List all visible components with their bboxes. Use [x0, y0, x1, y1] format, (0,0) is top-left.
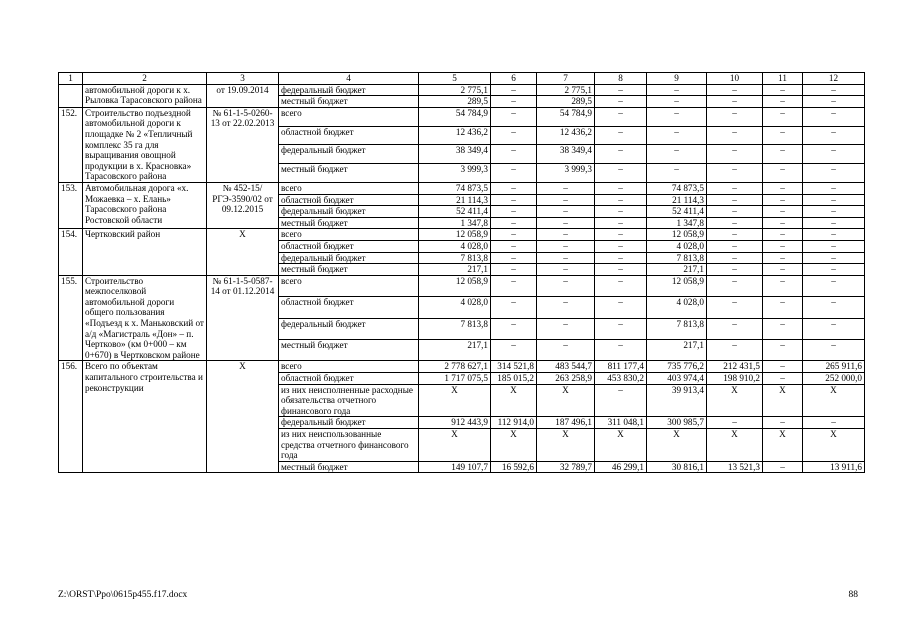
amount-cell: Х: [595, 429, 647, 462]
amount-cell: –: [537, 275, 595, 296]
amount-cell: –: [763, 229, 803, 241]
amount-cell: Х: [707, 384, 763, 417]
amount-cell: Х: [803, 384, 865, 417]
amount-cell: 265 911,6: [803, 361, 865, 373]
amount-cell: –: [491, 126, 537, 145]
amount-cell: 13 911,6: [803, 461, 865, 473]
row-number: 153.: [59, 182, 83, 228]
amount-cell: –: [763, 264, 803, 276]
amount-cell: 7 813,8: [419, 318, 491, 339]
funding-source: местный бюджет: [279, 217, 419, 229]
column-header: 11: [763, 73, 803, 85]
amount-cell: 39 913,4: [647, 384, 707, 417]
amount-cell: 16 592,6: [491, 461, 537, 473]
amount-cell: 187 496,1: [537, 417, 595, 429]
header-row: [59, 73, 865, 85]
amount-cell: –: [707, 194, 763, 206]
amount-cell: 38 349,4: [537, 145, 595, 164]
amount-cell: 453 830,2: [595, 373, 647, 385]
amount-cell: –: [491, 84, 537, 96]
amount-cell: Х: [647, 429, 707, 462]
amount-cell: –: [537, 318, 595, 339]
funding-source: местный бюджет: [279, 264, 419, 276]
amount-cell: –: [595, 145, 647, 164]
column-header: 12: [803, 73, 865, 85]
amount-cell: 52 411,4: [647, 206, 707, 218]
amount-cell: 289,5: [537, 96, 595, 108]
amount-cell: –: [763, 206, 803, 218]
amount-cell: –: [803, 107, 865, 126]
column-header: 2: [83, 73, 207, 85]
amount-cell: –: [707, 84, 763, 96]
amount-cell: –: [763, 194, 803, 206]
amount-cell: 185 015,2: [491, 373, 537, 385]
table-row: [59, 107, 865, 126]
amount-cell: –: [491, 107, 537, 126]
amount-cell: 21 114,3: [419, 194, 491, 206]
amount-cell: –: [707, 164, 763, 183]
amount-cell: –: [763, 318, 803, 339]
amount-cell: –: [595, 229, 647, 241]
object-name: Автомобильная дорога «х. Можаевка – х. Елань» Тарасовского района Ростовской области: [83, 182, 207, 228]
amount-cell: –: [647, 84, 707, 96]
funding-source: федеральный бюджет: [279, 417, 419, 429]
amount-cell: –: [491, 252, 537, 264]
amount-cell: 149 107,7: [419, 461, 491, 473]
amount-cell: –: [763, 240, 803, 252]
amount-cell: –: [491, 217, 537, 229]
column-header: 6: [491, 73, 537, 85]
amount-cell: –: [707, 297, 763, 318]
amount-cell: –: [707, 217, 763, 229]
amount-cell: 54 784,9: [537, 107, 595, 126]
amount-cell: –: [707, 318, 763, 339]
amount-cell: –: [647, 164, 707, 183]
amount-cell: –: [491, 340, 537, 361]
funding-source: областной бюджет: [279, 240, 419, 252]
amount-cell: –: [595, 182, 647, 194]
amount-cell: –: [491, 206, 537, 218]
amount-cell: 7 813,8: [647, 318, 707, 339]
amount-cell: –: [491, 164, 537, 183]
document-ref: № 61-1-5-0587-14 от 01.12.2014: [207, 275, 279, 361]
column-header: 10: [707, 73, 763, 85]
amount-cell: –: [803, 417, 865, 429]
amount-cell: –: [595, 84, 647, 96]
amount-cell: –: [595, 297, 647, 318]
funding-source: местный бюджет: [279, 96, 419, 108]
amount-cell: –: [595, 107, 647, 126]
amount-cell: –: [803, 217, 865, 229]
amount-cell: 3 999,3: [537, 164, 595, 183]
funding-source: всего: [279, 275, 419, 296]
amount-cell: –: [763, 252, 803, 264]
amount-cell: 13 521,3: [707, 461, 763, 473]
amount-cell: –: [707, 275, 763, 296]
amount-cell: –: [491, 229, 537, 241]
column-header: 1: [59, 73, 83, 85]
amount-cell: 54 784,9: [419, 107, 491, 126]
column-header: 8: [595, 73, 647, 85]
amount-cell: 4 028,0: [419, 240, 491, 252]
amount-cell: –: [763, 84, 803, 96]
amount-cell: 12 058,9: [419, 229, 491, 241]
amount-cell: Х: [491, 429, 537, 462]
amount-cell: 4 028,0: [419, 297, 491, 318]
amount-cell: –: [803, 229, 865, 241]
amount-cell: Х: [419, 384, 491, 417]
amount-cell: –: [803, 340, 865, 361]
amount-cell: –: [595, 164, 647, 183]
amount-cell: 289,5: [419, 96, 491, 108]
amount-cell: –: [803, 275, 865, 296]
amount-cell: 4 028,0: [647, 240, 707, 252]
amount-cell: 52 411,4: [419, 206, 491, 218]
amount-cell: –: [763, 297, 803, 318]
amount-cell: –: [763, 417, 803, 429]
table-row: [59, 361, 865, 373]
amount-cell: 7 813,8: [419, 252, 491, 264]
amount-cell: –: [803, 145, 865, 164]
amount-cell: –: [707, 340, 763, 361]
amount-cell: –: [707, 229, 763, 241]
amount-cell: 46 299,1: [595, 461, 647, 473]
amount-cell: –: [803, 96, 865, 108]
funding-source: областной бюджет: [279, 373, 419, 385]
amount-cell: 2 778 627,1: [419, 361, 491, 373]
funding-source: всего: [279, 361, 419, 373]
amount-cell: 32 789,7: [537, 461, 595, 473]
amount-cell: –: [537, 229, 595, 241]
funding-source: федеральный бюджет: [279, 318, 419, 339]
column-header: 7: [537, 73, 595, 85]
amount-cell: –: [537, 217, 595, 229]
amount-cell: –: [595, 206, 647, 218]
amount-cell: –: [803, 264, 865, 276]
amount-cell: –: [595, 217, 647, 229]
amount-cell: 300 985,7: [647, 417, 707, 429]
amount-cell: –: [763, 107, 803, 126]
amount-cell: 30 816,1: [647, 461, 707, 473]
funding-source: местный бюджет: [279, 164, 419, 183]
object-name: автомобильной дороги к х. Рыловка Тарасовского района: [83, 84, 207, 107]
amount-cell: –: [491, 318, 537, 339]
amount-cell: –: [707, 145, 763, 164]
amount-cell: 1 347,8: [419, 217, 491, 229]
amount-cell: –: [491, 264, 537, 276]
amount-cell: –: [491, 194, 537, 206]
amount-cell: 314 521,8: [491, 361, 537, 373]
amount-cell: –: [595, 384, 647, 417]
amount-cell: –: [803, 318, 865, 339]
amount-cell: –: [803, 126, 865, 145]
page-number: 88: [848, 590, 858, 600]
amount-cell: –: [763, 145, 803, 164]
amount-cell: –: [763, 126, 803, 145]
amount-cell: –: [595, 340, 647, 361]
amount-cell: –: [763, 182, 803, 194]
amount-cell: 1 717 075,5: [419, 373, 491, 385]
amount-cell: –: [803, 252, 865, 264]
object-name: Всего по объектам капитального строительства и реконструкции: [83, 361, 207, 473]
amount-cell: Х: [803, 429, 865, 462]
amount-cell: 217,1: [419, 340, 491, 361]
amount-cell: 74 873,5: [419, 182, 491, 194]
file-path: Z:\ORST\Ppo\0615p455.f17.docx: [58, 590, 188, 600]
amount-cell: Х: [763, 384, 803, 417]
amount-cell: –: [595, 318, 647, 339]
funding-source: всего: [279, 182, 419, 194]
row-number: 152.: [59, 107, 83, 182]
amount-cell: –: [491, 275, 537, 296]
amount-cell: 212 431,5: [707, 361, 763, 373]
amount-cell: 12 436,2: [537, 126, 595, 145]
funding-source: местный бюджет: [279, 340, 419, 361]
amount-cell: –: [803, 297, 865, 318]
amount-cell: 252 000,0: [803, 373, 865, 385]
amount-cell: –: [803, 194, 865, 206]
amount-cell: –: [491, 240, 537, 252]
amount-cell: –: [537, 340, 595, 361]
budget-table: [58, 72, 865, 473]
amount-cell: 311 048,1: [595, 417, 647, 429]
document-ref: Х: [207, 229, 279, 275]
amount-cell: 38 349,4: [419, 145, 491, 164]
amount-cell: 21 114,3: [647, 194, 707, 206]
amount-cell: 12 058,9: [647, 229, 707, 241]
amount-cell: 12 058,9: [419, 275, 491, 296]
funding-source: из них неиспользованные средства отчетного финансового года: [279, 429, 419, 462]
amount-cell: –: [595, 194, 647, 206]
amount-cell: –: [647, 145, 707, 164]
amount-cell: –: [763, 340, 803, 361]
object-name: Чертковский район: [83, 229, 207, 275]
amount-cell: –: [707, 96, 763, 108]
amount-cell: 7 813,8: [647, 252, 707, 264]
amount-cell: 403 974,4: [647, 373, 707, 385]
amount-cell: 263 258,9: [537, 373, 595, 385]
row-number: 154.: [59, 229, 83, 275]
column-header: 9: [647, 73, 707, 85]
amount-cell: –: [595, 96, 647, 108]
amount-cell: –: [803, 164, 865, 183]
amount-cell: –: [763, 461, 803, 473]
amount-cell: –: [595, 275, 647, 296]
table-row: [59, 182, 865, 194]
amount-cell: Х: [763, 429, 803, 462]
amount-cell: –: [647, 96, 707, 108]
amount-cell: –: [763, 164, 803, 183]
amount-cell: 2 775,1: [537, 84, 595, 96]
amount-cell: Х: [537, 429, 595, 462]
object-name: Строительство межпоселковой автомобильной дороги общего пользования «Подъезд к х. Маньковский от а/д «Магистраль «Дон» – п. Чертково» (км 0+000 – км 0+670) в Чертковском районе: [83, 275, 207, 361]
amount-cell: Х: [537, 384, 595, 417]
row-number: [59, 84, 83, 107]
amount-cell: 483 544,7: [537, 361, 595, 373]
amount-cell: –: [595, 126, 647, 145]
amount-cell: –: [707, 206, 763, 218]
amount-cell: 217,1: [647, 264, 707, 276]
amount-cell: 1 347,8: [647, 217, 707, 229]
amount-cell: –: [707, 417, 763, 429]
amount-cell: –: [803, 84, 865, 96]
amount-cell: –: [707, 240, 763, 252]
amount-cell: –: [491, 145, 537, 164]
amount-cell: –: [803, 182, 865, 194]
amount-cell: –: [763, 217, 803, 229]
amount-cell: 74 873,5: [647, 182, 707, 194]
amount-cell: 3 999,3: [419, 164, 491, 183]
document-ref: № 452-15/РГЭ-3590/02 от 09.12.2015: [207, 182, 279, 228]
amount-cell: Х: [419, 429, 491, 462]
amount-cell: –: [803, 240, 865, 252]
column-header: 4: [279, 73, 419, 85]
amount-cell: –: [595, 240, 647, 252]
amount-cell: –: [647, 107, 707, 126]
document-ref: от 19.09.2014: [207, 84, 279, 107]
amount-cell: 112 914,0: [491, 417, 537, 429]
column-header: 5: [419, 73, 491, 85]
amount-cell: –: [491, 96, 537, 108]
funding-source: областной бюджет: [279, 297, 419, 318]
amount-cell: 12 436,2: [419, 126, 491, 145]
row-number: 155.: [59, 275, 83, 361]
document-ref: Х: [207, 361, 279, 473]
funding-source: из них неисполненные расходные обязательства отчетного финансового года: [279, 384, 419, 417]
amount-cell: –: [707, 264, 763, 276]
amount-cell: –: [763, 373, 803, 385]
amount-cell: –: [707, 126, 763, 145]
amount-cell: –: [537, 297, 595, 318]
object-name: Строительство подъездной автомобильной дороги к площадке № 2 «Тепличный комплекс 35 га для выращивания овощной продукции в х. Красновка» Тарасовского района: [83, 107, 207, 182]
amount-cell: –: [707, 182, 763, 194]
amount-cell: –: [647, 126, 707, 145]
amount-cell: –: [491, 182, 537, 194]
row-number: 156.: [59, 361, 83, 473]
table-row: [59, 275, 865, 296]
amount-cell: –: [537, 182, 595, 194]
funding-source: федеральный бюджет: [279, 252, 419, 264]
amount-cell: –: [537, 206, 595, 218]
amount-cell: –: [595, 252, 647, 264]
amount-cell: –: [537, 194, 595, 206]
funding-source: федеральный бюджет: [279, 84, 419, 96]
funding-source: федеральный бюджет: [279, 145, 419, 164]
table-row: [59, 84, 865, 96]
amount-cell: 198 910,2: [707, 373, 763, 385]
amount-cell: 912 443,9: [419, 417, 491, 429]
amount-cell: –: [537, 264, 595, 276]
amount-cell: 2 775,1: [419, 84, 491, 96]
amount-cell: 217,1: [419, 264, 491, 276]
amount-cell: 12 058,9: [647, 275, 707, 296]
amount-cell: Х: [707, 429, 763, 462]
funding-source: всего: [279, 229, 419, 241]
document-ref: № 61-1-5-0260-13 от 22.02.2013: [207, 107, 279, 182]
amount-cell: –: [803, 206, 865, 218]
funding-source: областной бюджет: [279, 194, 419, 206]
amount-cell: –: [707, 107, 763, 126]
amount-cell: –: [595, 264, 647, 276]
column-header: 3: [207, 73, 279, 85]
table-row: [59, 229, 865, 241]
amount-cell: –: [537, 240, 595, 252]
amount-cell: –: [763, 96, 803, 108]
amount-cell: 735 776,2: [647, 361, 707, 373]
amount-cell: –: [707, 252, 763, 264]
amount-cell: 217,1: [647, 340, 707, 361]
amount-cell: –: [763, 361, 803, 373]
amount-cell: –: [763, 275, 803, 296]
amount-cell: 811 177,4: [595, 361, 647, 373]
amount-cell: –: [537, 252, 595, 264]
funding-source: областной бюджет: [279, 126, 419, 145]
funding-source: местный бюджет: [279, 461, 419, 473]
funding-source: всего: [279, 107, 419, 126]
amount-cell: Х: [491, 384, 537, 417]
amount-cell: 4 028,0: [647, 297, 707, 318]
amount-cell: –: [491, 297, 537, 318]
funding-source: федеральный бюджет: [279, 206, 419, 218]
